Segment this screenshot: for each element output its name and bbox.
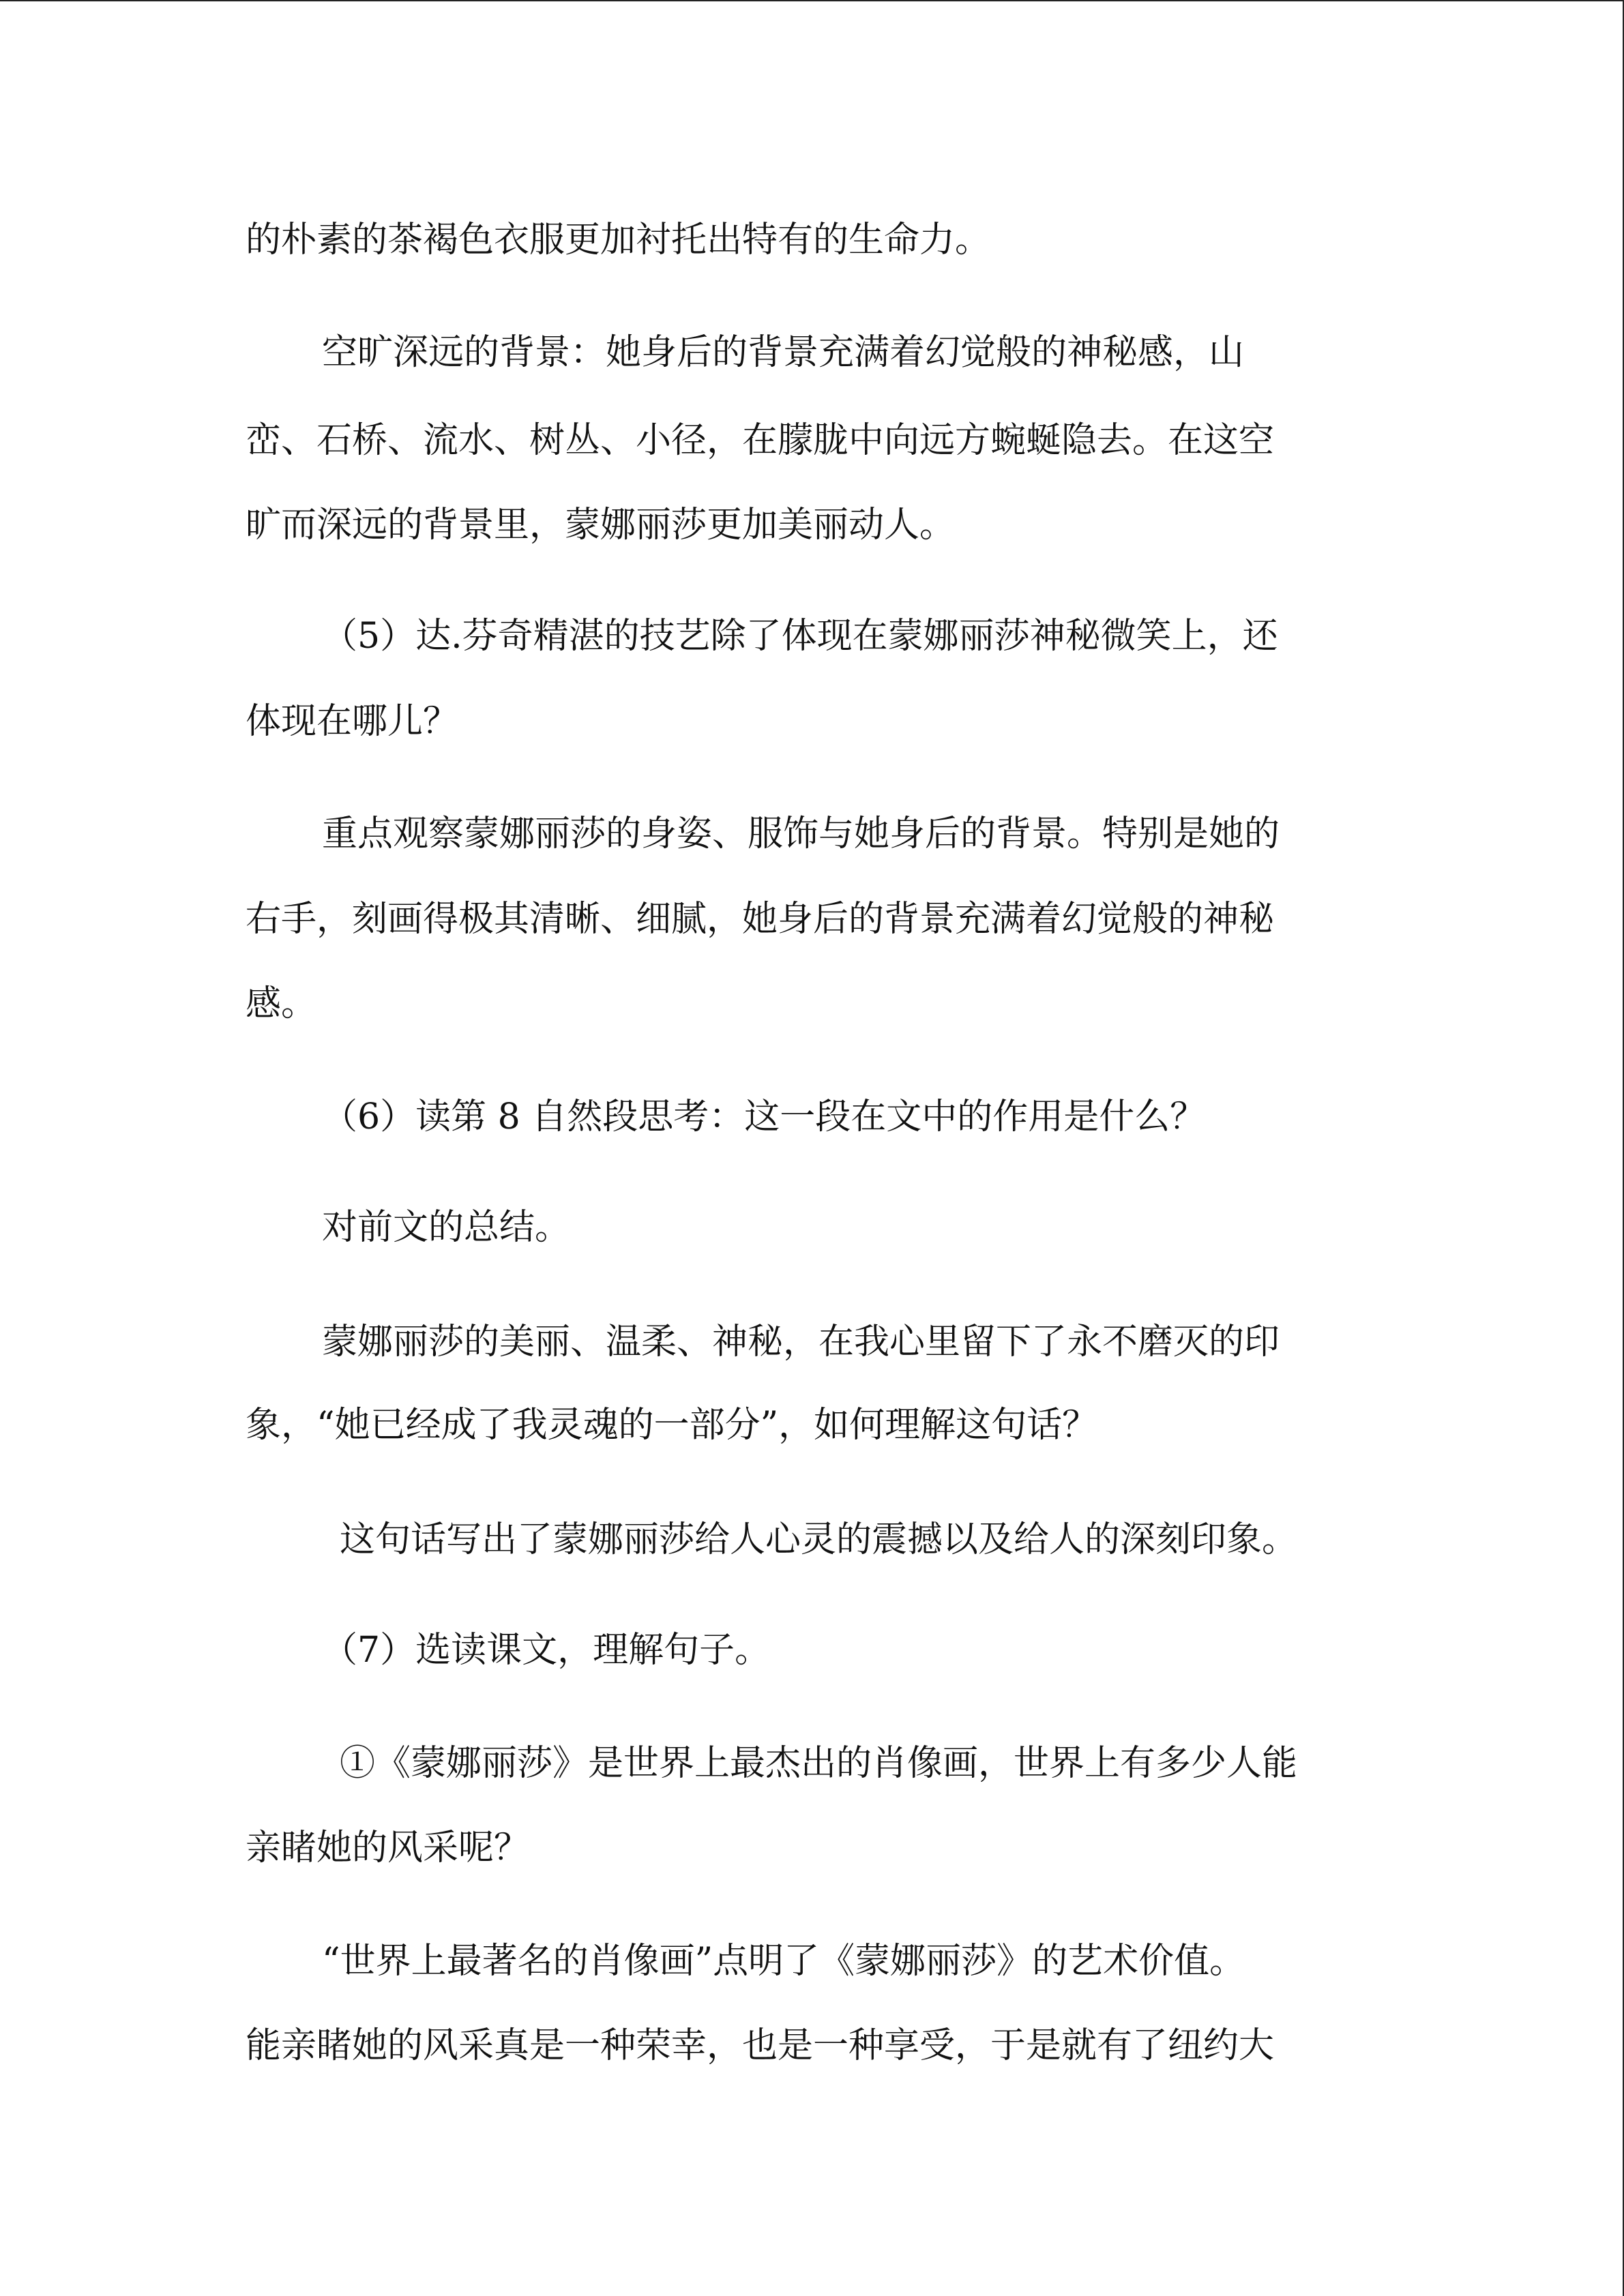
page-border-top xyxy=(0,0,1624,1)
text-line: 体现在哪儿？ xyxy=(246,701,459,742)
text-line: 重点观察蒙娜丽莎的身姿、服饰与她身后的背景。特别是她的 xyxy=(322,814,1280,854)
text-line: 的朴素的茶褐色衣服更加衬托出特有的生命力。 xyxy=(246,220,991,260)
text-line: （5）达.芬奇精湛的技艺除了体现在蒙娜丽莎神秘微笑上，还 xyxy=(322,616,1278,657)
text-line: 这句话写出了蒙娜丽莎给人心灵的震撼以及给人的深刻印象。 xyxy=(340,1519,1298,1560)
text-line: ①《蒙娜丽莎》是世界上最杰出的肖像画，世界上有多少人能 xyxy=(340,1743,1298,1784)
text-line: 象，“她已经成了我灵魂的一部分”，如何理解这句话？ xyxy=(246,1405,1098,1446)
text-line: “世界上最著名的肖像画”点明了《蒙娜丽莎》的艺术价值。 xyxy=(322,1941,1245,1982)
text-line: （6）读第 8 自然段思考：这一段在文中的作用是什么？ xyxy=(322,1097,1206,1137)
text-line: 蒙娜丽莎的美丽、温柔、神秘，在我心里留下了永不磨灭的印 xyxy=(322,1322,1280,1362)
text-line: 对前文的总结。 xyxy=(322,1207,571,1248)
text-line: 感。 xyxy=(246,983,317,1024)
text-line: （7）选读课文，理解句子。 xyxy=(322,1630,771,1671)
text-line: 亲睹她的风采呢？ xyxy=(246,1828,530,1868)
text-line: 旷而深远的背景里，蒙娜丽莎更加美丽动人。 xyxy=(246,505,956,546)
text-line: 空旷深远的背景：她身后的背景充满着幻觉般的神秘感，山 xyxy=(322,332,1245,373)
text-line: 峦、石桥、流水、树丛、小径，在朦胧中向远方蜿蜒隐去。在这空 xyxy=(246,420,1275,461)
text-line: 右手，刻画得极其清晰、细腻，她身后的背景充满着幻觉般的神秘 xyxy=(246,899,1275,940)
text-line: 能亲睹她的风采真是一种荣幸，也是一种享受，于是就有了纽约大 xyxy=(246,2025,1275,2066)
